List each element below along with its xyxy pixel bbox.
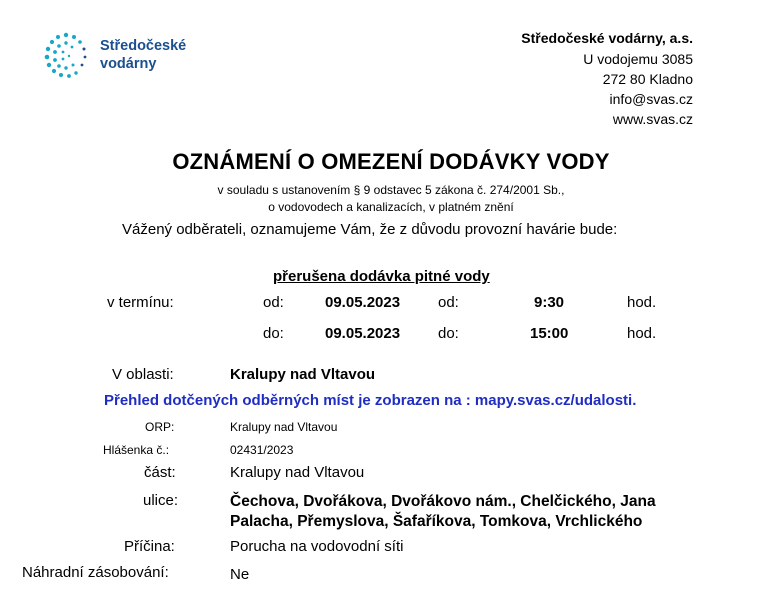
interruption-heading: přerušena dodávka pitné vody: [273, 268, 490, 285]
term-from-time: 9:30: [534, 294, 565, 311]
address-street: U vodojemu 3085: [583, 51, 693, 67]
notice-title: OZNÁMENÍ O OMEZENÍ DODÁVKY VODY: [172, 149, 610, 174]
term-to-unit: hod.: [627, 325, 657, 342]
replacement-supply-value: Ne: [230, 566, 250, 583]
address-web: www.svas.cz: [612, 111, 693, 127]
cause-value: Porucha na vodovodní síti: [230, 538, 404, 555]
company-name: Středočeské vodárny, a.s.: [521, 30, 693, 46]
term-to-date: 09.05.2023: [325, 325, 401, 342]
term-from-label: od:: [263, 294, 284, 311]
term-from-date: 09.05.2023: [325, 294, 401, 311]
street-label: ulice:: [143, 492, 179, 509]
term-to-time: 15:00: [530, 325, 569, 342]
replacement-supply-label: Náhradní zásobování:: [22, 564, 169, 581]
svas-logo-icon: [42, 31, 90, 79]
report-value: 02431/2023: [230, 443, 294, 457]
street-value: Čechova, Dvořákova, Dvořákovo nám., Chelčického, Jana Palacha, Přemyslova, Šafaříkova, Tomkova, Vrchlického: [230, 493, 656, 530]
area-label: V oblasti:: [112, 366, 174, 383]
address-email: info@svas.cz: [609, 91, 693, 107]
term-to-label: do:: [263, 325, 284, 342]
notice-subtitle-2: o vodovodech a kanalizacích, v platném znění: [268, 200, 514, 214]
notice-subtitle-1: v souladu s ustanovením § 9 odstavec 5 zákona č. 274/2001 Sb.,: [217, 183, 565, 197]
notice-greeting: Vážený odběrateli, oznamujeme Vám, že z důvodu provozní havárie bude:: [122, 221, 618, 238]
orp-value: Kralupy nad Vltavou: [230, 420, 338, 434]
logo-line-2: vodárny: [100, 56, 157, 72]
address-city: 272 80 Kladno: [602, 71, 693, 87]
company-address: [521, 28, 693, 129]
area-value: Kralupy nad Vltavou: [230, 366, 376, 383]
term-from-unit: hod.: [627, 294, 657, 311]
orp-label: ORP:: [145, 420, 175, 434]
logo-wordmark: [100, 37, 186, 73]
term-label: v termínu:: [107, 294, 174, 311]
term-from-time-label: od:: [438, 294, 459, 311]
logo-line-1: Středočeské: [100, 38, 187, 54]
cause-label: Příčina:: [124, 538, 175, 555]
part-label: část:: [144, 464, 176, 481]
report-label: Hlášenka č.:: [103, 443, 170, 457]
term-to-time-label: do:: [438, 325, 459, 342]
affected-places-overview: Přehled dotčených odběrných míst je zobrazen na : mapy.svas.cz/udalosti.: [104, 392, 637, 409]
part-value: Kralupy nad Vltavou: [230, 464, 365, 481]
